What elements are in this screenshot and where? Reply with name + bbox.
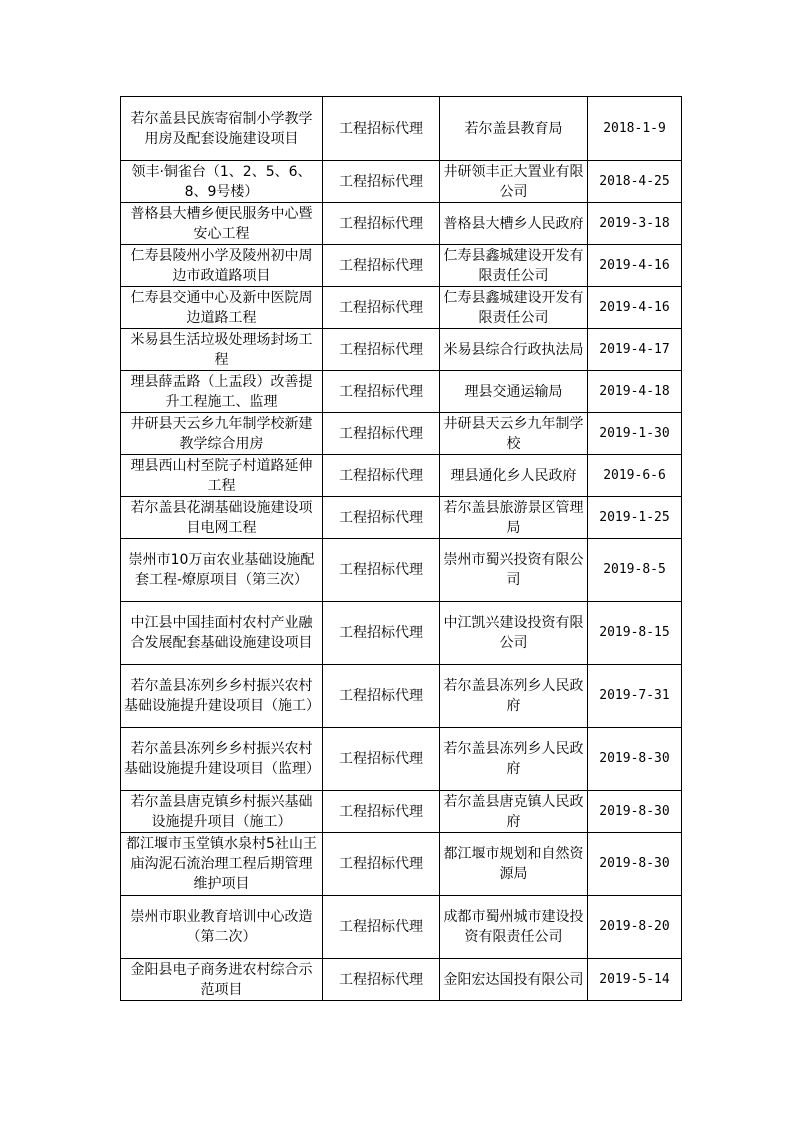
table-row bbox=[121, 455, 682, 497]
service-type-cell: 工程招标代理 bbox=[323, 97, 440, 161]
date-cell: 2019-7-31 bbox=[588, 665, 682, 728]
client-name-cell: 若尔盖县唐克镇人民政府 bbox=[440, 791, 588, 833]
table-row bbox=[121, 497, 682, 539]
service-type-cell: 工程招标代理 bbox=[323, 602, 440, 665]
project-name-cell: 理县薛盂路（上盂段）改善提升工程施工、监理 bbox=[121, 371, 323, 413]
client-name-cell: 若尔盖县冻列乡人民政府 bbox=[440, 728, 588, 791]
project-name-cell: 井研县天云乡九年制学校新建教学综合用房 bbox=[121, 413, 323, 455]
client-name-cell: 若尔盖县冻列乡人民政府 bbox=[440, 665, 588, 728]
date-cell: 2019-8-20 bbox=[588, 896, 682, 959]
table-row bbox=[121, 161, 682, 203]
service-type-cell: 工程招标代理 bbox=[323, 539, 440, 602]
table-row bbox=[121, 896, 682, 959]
table-row bbox=[121, 203, 682, 245]
project-name-cell: 领丰·铜雀台（1、2、5、6、8、9号楼） bbox=[121, 161, 323, 203]
service-type-cell: 工程招标代理 bbox=[323, 329, 440, 371]
project-name-cell: 米易县生活垃圾处理场封场工程 bbox=[121, 329, 323, 371]
document-page bbox=[120, 96, 681, 1001]
client-name-cell: 理县交通运输局 bbox=[440, 371, 588, 413]
service-type-cell: 工程招标代理 bbox=[323, 413, 440, 455]
date-cell: 2019-8-5 bbox=[588, 539, 682, 602]
table-row bbox=[121, 665, 682, 728]
project-name-cell: 若尔盖县冻列乡乡村振兴农村基础设施提升建设项目（施工） bbox=[121, 665, 323, 728]
client-name-cell: 中江凯兴建设投资有限公司 bbox=[440, 602, 588, 665]
client-name-cell: 金阳宏达国投有限公司 bbox=[440, 959, 588, 1001]
table-row bbox=[121, 833, 682, 896]
date-cell: 2019-3-18 bbox=[588, 203, 682, 245]
service-type-cell: 工程招标代理 bbox=[323, 833, 440, 896]
client-name-cell: 都江堰市规划和自然资源局 bbox=[440, 833, 588, 896]
client-name-cell: 仁寿县鑫城建设开发有限责任公司 bbox=[440, 287, 588, 329]
date-cell: 2019-6-6 bbox=[588, 455, 682, 497]
project-name-cell: 若尔盖县民族寄宿制小学教学用房及配套设施建设项目 bbox=[121, 97, 323, 161]
project-table bbox=[120, 96, 682, 1001]
client-name-cell: 仁寿县鑫城建设开发有限责任公司 bbox=[440, 245, 588, 287]
date-cell: 2018-1-9 bbox=[588, 97, 682, 161]
project-name-cell: 若尔盖县冻列乡乡村振兴农村基础设施提升建设项目（监理） bbox=[121, 728, 323, 791]
date-cell: 2019-4-18 bbox=[588, 371, 682, 413]
table-row bbox=[121, 539, 682, 602]
date-cell: 2019-8-30 bbox=[588, 833, 682, 896]
service-type-cell: 工程招标代理 bbox=[323, 665, 440, 728]
table-row bbox=[121, 413, 682, 455]
project-name-cell: 金阳县电子商务进农村综合示范项目 bbox=[121, 959, 323, 1001]
service-type-cell: 工程招标代理 bbox=[323, 497, 440, 539]
table-row bbox=[121, 329, 682, 371]
client-name-cell: 井研县天云乡九年制学校 bbox=[440, 413, 588, 455]
date-cell: 2019-4-16 bbox=[588, 287, 682, 329]
service-type-cell: 工程招标代理 bbox=[323, 959, 440, 1001]
client-name-cell: 理县通化乡人民政府 bbox=[440, 455, 588, 497]
client-name-cell: 崇州市蜀兴投资有限公司 bbox=[440, 539, 588, 602]
table-row bbox=[121, 97, 682, 161]
client-name-cell: 井研领丰正大置业有限公司 bbox=[440, 161, 588, 203]
service-type-cell: 工程招标代理 bbox=[323, 791, 440, 833]
client-name-cell: 米易县综合行政执法局 bbox=[440, 329, 588, 371]
table-row bbox=[121, 959, 682, 1001]
project-name-cell: 都江堰市玉堂镇水泉村5社山王庙沟泥石流治理工程后期管理维护项目 bbox=[121, 833, 323, 896]
project-name-cell: 仁寿县交通中心及新中医院周边道路工程 bbox=[121, 287, 323, 329]
service-type-cell: 工程招标代理 bbox=[323, 728, 440, 791]
client-name-cell: 若尔盖县教育局 bbox=[440, 97, 588, 161]
service-type-cell: 工程招标代理 bbox=[323, 287, 440, 329]
date-cell: 2019-4-17 bbox=[588, 329, 682, 371]
client-name-cell: 普格县大槽乡人民政府 bbox=[440, 203, 588, 245]
project-name-cell: 崇州市职业教育培训中心改造（第二次） bbox=[121, 896, 323, 959]
client-name-cell: 若尔盖县旅游景区管理局 bbox=[440, 497, 588, 539]
service-type-cell: 工程招标代理 bbox=[323, 161, 440, 203]
date-cell: 2019-8-15 bbox=[588, 602, 682, 665]
project-name-cell: 中江县中国挂面村农村产业融合发展配套基础设施建设项目 bbox=[121, 602, 323, 665]
project-name-cell: 仁寿县陵州小学及陵州初中周边市政道路项目 bbox=[121, 245, 323, 287]
service-type-cell: 工程招标代理 bbox=[323, 245, 440, 287]
date-cell: 2019-4-16 bbox=[588, 245, 682, 287]
project-name-cell: 理县西山村至院子村道路延伸工程 bbox=[121, 455, 323, 497]
service-type-cell: 工程招标代理 bbox=[323, 371, 440, 413]
table-body bbox=[121, 97, 682, 1001]
table-row bbox=[121, 791, 682, 833]
table-row bbox=[121, 371, 682, 413]
service-type-cell: 工程招标代理 bbox=[323, 896, 440, 959]
project-name-cell: 崇州市10万亩农业基础设施配套工程-燎原项目（第三次） bbox=[121, 539, 323, 602]
table-row bbox=[121, 245, 682, 287]
project-name-cell: 若尔盖县唐克镇乡村振兴基础设施提升项目（施工） bbox=[121, 791, 323, 833]
date-cell: 2019-8-30 bbox=[588, 791, 682, 833]
table-row bbox=[121, 602, 682, 665]
project-name-cell: 若尔盖县花湖基础设施建设项目电网工程 bbox=[121, 497, 323, 539]
date-cell: 2019-1-30 bbox=[588, 413, 682, 455]
client-name-cell: 成都市蜀州城市建设投资有限责任公司 bbox=[440, 896, 588, 959]
table-row bbox=[121, 287, 682, 329]
date-cell: 2019-5-14 bbox=[588, 959, 682, 1001]
table-row bbox=[121, 728, 682, 791]
date-cell: 2018-4-25 bbox=[588, 161, 682, 203]
date-cell: 2019-1-25 bbox=[588, 497, 682, 539]
service-type-cell: 工程招标代理 bbox=[323, 455, 440, 497]
project-name-cell: 普格县大槽乡便民服务中心暨安心工程 bbox=[121, 203, 323, 245]
date-cell: 2019-8-30 bbox=[588, 728, 682, 791]
service-type-cell: 工程招标代理 bbox=[323, 203, 440, 245]
